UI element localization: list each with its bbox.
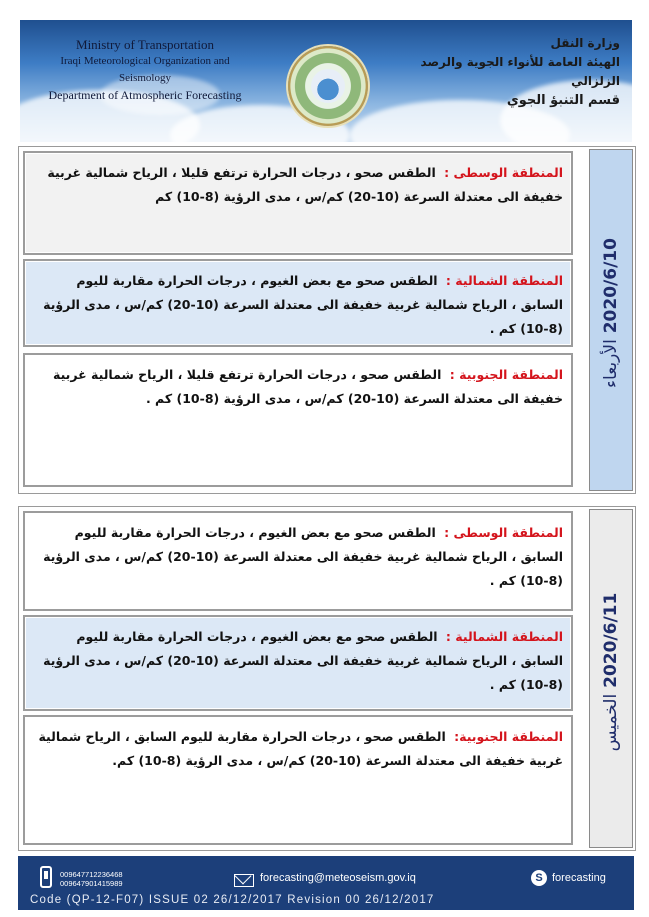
region-forecast-text: الطقس صحو ، درجات الحرارة مقاربة لليوم السابق ، الرياح شمالية غربية خفيفة الى معتدلة السرعة (10-20) كم/س ، مدى الرؤية (8-10) كم. xyxy=(38,729,563,768)
region-northern xyxy=(23,615,573,711)
day-name: الخميس xyxy=(601,693,621,751)
region-central xyxy=(23,511,573,611)
region-name: المنطقة الشمالية : xyxy=(445,273,563,288)
region-name: المنطقة الوسطى : xyxy=(444,165,563,180)
organization-name: Iraqi Meteorological Organization and Seismology xyxy=(60,55,230,84)
region-forecast-text: الطقس صحو مع بعض الغيوم ، درجات الحرارة مقاربة لليوم السابق ، الرياح شمالية غربية خفيفة الى معتدلة السرعة (10-20) كم/س ، مدى الرؤية (8-10) كم . xyxy=(43,629,563,692)
phone-icon xyxy=(40,866,52,888)
department-name: Department of Atmospheric Forecasting xyxy=(48,88,242,102)
region-forecast-text: الطقس صحو ، درجات الحرارة ترتفع قليلا ، الرياح شمالية غربية خفيفة الى معتدلة السرعة (10-20) كم/س ، مدى الرؤية (8-10) كم xyxy=(47,165,563,204)
header-banner xyxy=(20,20,632,142)
forecast-date: 2020/6/11 xyxy=(601,592,621,688)
logo-emblem xyxy=(311,69,345,103)
day-name: الأربعاء xyxy=(601,339,621,388)
phone-number: 009647901415989 xyxy=(60,879,123,888)
department-name-ar: قسم التنبؤ الجوي xyxy=(506,93,620,108)
skype-icon: S xyxy=(531,870,547,886)
forecast-day-2 xyxy=(18,506,636,851)
organization-logo xyxy=(288,46,368,126)
date-label xyxy=(601,238,621,402)
region-central xyxy=(23,151,573,255)
phone-number: 009647712236468 xyxy=(60,870,123,879)
date-column xyxy=(589,149,633,491)
phone-numbers xyxy=(60,870,123,888)
region-southern xyxy=(23,353,573,487)
region-name: المنطقة الجنوبية : xyxy=(449,367,563,382)
region-southern xyxy=(23,715,573,845)
region-forecast-text: الطقس صحو مع بعض الغيوم ، درجات الحرارة مقاربة لليوم السابق ، الرياح شمالية غربية خفيفة الى معتدلة السرعة (10-20) كم/س ، مدى الرؤية (8-10) كم . xyxy=(43,525,563,588)
forecast-date: 2020/6/10 xyxy=(601,238,621,334)
ministry-name: Ministry of Transportation xyxy=(76,37,214,52)
forecast-day-1 xyxy=(18,146,636,494)
date-label xyxy=(601,592,621,765)
region-forecast-text: الطقس صحو ، درجات الحرارة ترتفع قليلا ، الرياح شمالية غربية خفيفة الى معتدلة السرعة (10-20) كم/س ، مدى الرؤية (8-10) كم . xyxy=(52,367,563,406)
region-name: المنطقة الشمالية : xyxy=(445,629,563,644)
region-name: المنطقة الجنوبية: xyxy=(454,729,563,744)
email-link[interactable]: forecasting@meteoseism.gov.iq xyxy=(260,872,416,884)
organization-name-ar: الهيئة العامة للأنواء الجوية والرصد الزلزالي xyxy=(420,55,620,88)
ministry-name-ar: وزارة النقل xyxy=(550,36,620,50)
date-column xyxy=(589,509,633,848)
region-northern xyxy=(23,259,573,347)
region-name: المنطقة الوسطى : xyxy=(444,525,563,540)
document-code-line: Code (QP-12-F07) ISSUE 02 26/12/2017 Revision 00 26/12/2017 xyxy=(30,894,435,906)
header-arabic-text xyxy=(400,34,620,110)
skype-handle[interactable]: forecasting xyxy=(552,872,606,884)
footer-bar xyxy=(18,856,634,910)
region-forecast-text: الطقس صحو مع بعض الغيوم ، درجات الحرارة مقاربة لليوم السابق ، الرياح شمالية غربية خفيفة الى معتدلة السرعة (10-20) كم/س ، مدى الرؤية (8-10) كم . xyxy=(43,273,563,336)
mail-icon xyxy=(234,874,254,887)
header-english-text xyxy=(40,36,250,104)
